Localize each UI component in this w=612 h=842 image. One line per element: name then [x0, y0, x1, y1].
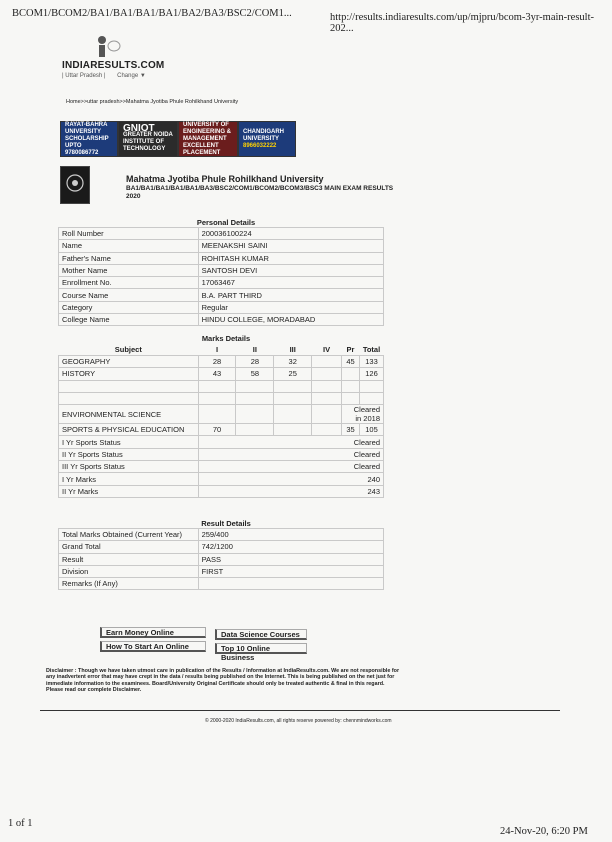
row-value: FIRST — [198, 565, 383, 577]
table-row — [59, 485, 384, 497]
empty-cell — [359, 380, 383, 392]
empty-cell — [236, 405, 274, 424]
ad-line: UNIVERSITY — [243, 135, 280, 142]
mark-iii: 25 — [274, 368, 312, 380]
table-row — [59, 380, 384, 392]
row-value: HINDU COLLEGE, MORADABAD — [198, 314, 383, 326]
ad-line: MANAGEMENT — [183, 135, 227, 142]
breadcrumb[interactable]: Home>>uttar pradesh>>Mahatma Jyotiba Phule Rohilkhand University — [66, 99, 239, 105]
row-value: 742/1200 — [198, 541, 383, 553]
ad-line: INSTITUTE OF TECHNOLOGY — [123, 139, 166, 152]
table-row — [59, 405, 384, 424]
col-i: I — [215, 345, 219, 354]
table-row — [59, 436, 384, 448]
table-row — [59, 553, 384, 565]
row-label: Mother Name — [59, 264, 199, 276]
personal-details-table — [58, 227, 384, 326]
extra-value: 243 — [198, 485, 383, 497]
extra-value: Cleared — [198, 436, 383, 448]
empty-cell — [312, 424, 342, 436]
empty-cell — [274, 405, 312, 424]
empty-cell — [236, 380, 274, 392]
print-timestamp: 24-Nov-20, 6:20 PM — [500, 826, 588, 837]
table-row — [59, 578, 384, 590]
extra-label: II Yr Marks — [59, 485, 199, 497]
empty-cell — [59, 380, 199, 392]
mark-iv — [312, 356, 342, 368]
extra-label: III Yr Sports Status — [59, 461, 199, 473]
table-row — [59, 461, 384, 473]
col-ii: II — [252, 345, 257, 354]
table-row — [59, 448, 384, 460]
empty-cell — [342, 380, 360, 392]
row-label: Result — [59, 553, 199, 565]
mark-i: 43 — [198, 368, 236, 380]
ad-line: UNIVERSITY OF — [183, 121, 229, 128]
status-line: in 2018 — [355, 414, 380, 424]
subject-name: HISTORY — [59, 368, 199, 380]
extra-value: 240 — [198, 473, 383, 485]
col-pr: Pr — [346, 345, 355, 354]
col-subject: Subject — [114, 345, 142, 354]
row-label: Course Name — [59, 289, 199, 301]
table-row — [59, 252, 384, 264]
empty-cell — [312, 392, 342, 404]
ad-line: RAYAT-BAHRA — [65, 121, 108, 128]
row-label: Roll Number — [59, 228, 199, 240]
page-count: 1 of 1 — [8, 818, 33, 829]
ad-line: SCHOLARSHIP UPTO — [65, 135, 109, 149]
table-row — [59, 541, 384, 553]
empty-cell — [198, 405, 236, 424]
copyright-text: © 2000-2020 IndiaResults.com, all rights reserve powered by: chennmindworks.com — [205, 718, 392, 724]
region-change-link[interactable]: Change ▼ — [117, 73, 146, 79]
site-logo-text[interactable]: INDIARESULTS.COM — [62, 60, 165, 71]
row-value: 259/400 — [198, 529, 383, 541]
mark-i: 28 — [198, 356, 236, 368]
mark-iii: 32 — [274, 356, 312, 368]
extra-value: Cleared — [198, 461, 383, 473]
table-row — [59, 424, 384, 436]
university-name: Mahatma Jyotiba Phule Rohilkhand University — [126, 174, 324, 184]
row-label: Remarks (If Any) — [59, 578, 199, 590]
table-row — [59, 565, 384, 577]
extra-value: Cleared — [198, 448, 383, 460]
row-label: College Name — [59, 314, 199, 326]
empty-cell — [359, 392, 383, 404]
table-row — [59, 301, 384, 313]
mark-ii: 58 — [236, 368, 274, 380]
empty-cell — [274, 392, 312, 404]
result-details-table — [58, 528, 384, 590]
extra-label: I Yr Marks — [59, 473, 199, 485]
table-row — [59, 473, 384, 485]
ad-line: 8966032222 — [243, 142, 277, 149]
table-row — [59, 289, 384, 301]
empty-cell — [236, 392, 274, 404]
ad-banner-chandigarh[interactable] — [238, 121, 296, 157]
empty-cell — [198, 392, 236, 404]
row-value: ROHITASH KUMAR — [198, 252, 383, 264]
subject-name: ENVIRONMENTAL SCIENCE — [59, 405, 199, 424]
row-value: B.A. PART THIRD — [198, 289, 383, 301]
table-row — [59, 368, 384, 380]
result-details-heading: Result Details — [201, 519, 251, 528]
mark-total: 133 — [359, 356, 383, 368]
exam-program-title: BA1/BA1/BA1/BA1/BA1/BA3/BSC2/COM1/BCOM2/BCOM3/BSC3 MAIN EXAM RESULTS 2020 — [126, 185, 394, 200]
table-row — [59, 356, 384, 368]
table-row — [59, 228, 384, 240]
subject-name: GEOGRAPHY — [59, 356, 199, 368]
ad-line: GNIOT — [123, 123, 155, 134]
row-value: Regular — [198, 301, 383, 313]
print-title: BCOM1/BCOM2/BA1/BA1/BA1/BA1/BA2/BA3/BSC2/COM1... — [12, 8, 292, 19]
mark-total: 126 — [359, 368, 383, 380]
marks-details-heading: Marks Details — [201, 334, 251, 343]
ad-banner-gniot[interactable] — [118, 121, 178, 157]
row-value: 200036100224 — [198, 228, 383, 240]
mark-iv — [312, 368, 342, 380]
ad-line: UNIVERSITY — [65, 128, 102, 135]
region-selector[interactable] — [62, 73, 156, 79]
earn-money-online-link[interactable]: Earn Money Online — [100, 627, 206, 638]
extra-label: II Yr Sports Status — [59, 448, 199, 460]
start-online-link[interactable]: How To Start An Online — [100, 641, 206, 652]
col-total: Total — [362, 345, 381, 354]
table-row — [59, 264, 384, 276]
row-label: Name — [59, 240, 199, 252]
table-row — [59, 529, 384, 541]
ad-line: GREATER NOIDA — [123, 132, 173, 138]
table-row — [59, 240, 384, 252]
site-logo-icon — [95, 34, 121, 58]
row-value — [198, 578, 383, 590]
row-label: Enrollment No. — [59, 277, 199, 289]
region-label: | Uttar Pradesh | — [62, 73, 106, 79]
col-iii: III — [289, 345, 296, 354]
footer-divider — [40, 710, 560, 711]
ad-line: EXCELLENT PLACEMENT — [183, 142, 221, 156]
university-emblem-icon — [60, 166, 90, 204]
online-business-link[interactable]: Top 10 Online Business — [215, 643, 307, 654]
ad-line: ENGINEERING & — [183, 128, 232, 135]
subject-name: SPORTS & PHYSICAL EDUCATION — [59, 424, 199, 436]
row-label: Total Marks Obtained (Current Year) — [59, 529, 199, 541]
row-value: PASS — [198, 553, 383, 565]
table-row — [59, 314, 384, 326]
mark-pr — [342, 368, 360, 380]
mark-i: 70 — [198, 424, 236, 436]
row-label: Division — [59, 565, 199, 577]
mark-total: 105 — [359, 424, 383, 436]
disclaimer-text: Disclaimer : Though we have taken utmost care in publication of the Results / Information at IndiaResults.com. We are not responsible for any inadvertent error that may have crept in the data / results being published on the Internet. This is being published on the net just for immediate information to the examinees. Board/University Original Certificate should only be treated authentic & final in this regard. Please read our complete Disclaimer. — [46, 668, 400, 693]
table-row — [59, 392, 384, 404]
mark-ii: 28 — [236, 356, 274, 368]
marks-details-table — [58, 344, 384, 498]
empty-cell — [59, 392, 199, 404]
personal-details-heading: Personal Details — [196, 218, 256, 227]
row-value: 17063467 — [198, 277, 383, 289]
empty-cell — [198, 380, 236, 392]
mark-pr: 35 — [342, 424, 360, 436]
row-value: MEENAKSHI SAINI — [198, 240, 383, 252]
ad-banner-uem[interactable] — [178, 121, 238, 157]
empty-cell — [274, 424, 312, 436]
row-value: SANTOSH DEVI — [198, 264, 383, 276]
status-line: Cleared — [353, 405, 380, 415]
ad-line: CHANDIGARH — [243, 128, 284, 135]
empty-cell — [236, 424, 274, 436]
extra-label: I Yr Sports Status — [59, 436, 199, 448]
empty-cell — [342, 392, 360, 404]
row-label: Father's Name — [59, 252, 199, 264]
ad-line: 9780086772 — [65, 149, 99, 156]
mark-pr: 45 — [342, 356, 360, 368]
print-url: http://results.indiaresults.com/up/mjpru/bcom-3yr-main-result-202... — [330, 12, 594, 34]
empty-cell — [312, 380, 342, 392]
row-label: Category — [59, 301, 199, 313]
col-iv: IV — [323, 345, 331, 354]
ad-banner-rayat-bahra[interactable] — [60, 121, 118, 157]
empty-cell — [312, 405, 342, 424]
data-science-courses-link[interactable]: Data Science Courses — [215, 629, 307, 640]
empty-cell — [274, 380, 312, 392]
table-row — [59, 277, 384, 289]
env-science-status — [342, 405, 384, 424]
row-label: Grand Total — [59, 541, 199, 553]
